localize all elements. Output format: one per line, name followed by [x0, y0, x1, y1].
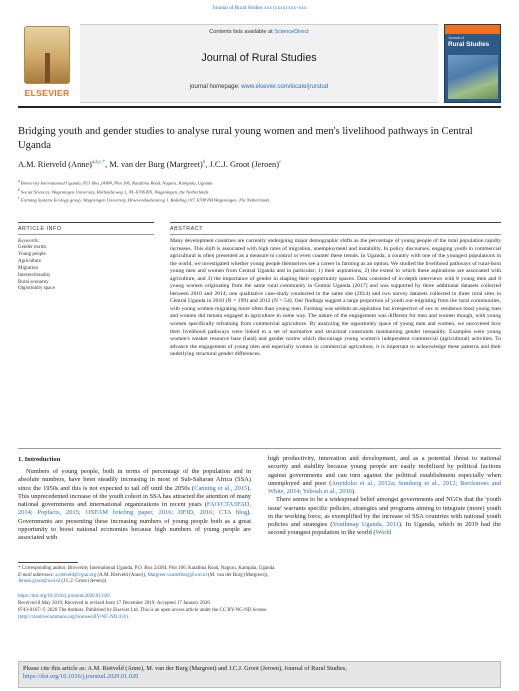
- footnote-divider: [18, 562, 78, 563]
- keyword-item: Intersectionality: [18, 272, 51, 278]
- citation-link[interactable]: World: [375, 529, 392, 537]
- elsevier-logo[interactable]: [18, 24, 76, 103]
- citation-link[interactable]: Youthmap Uganda, 2011: [332, 521, 399, 528]
- author-list: A.M. Rietveld (Anne)$^{a,b,c,*}$, M. van der Burg (Margreet)$^b$, J.C.J. Groot (Jeroen)$^c$: [18, 160, 282, 169]
- homepage-prefix: journal homepage:: [189, 84, 242, 90]
- affiliations: [18, 178, 501, 204]
- cover-image: [448, 55, 498, 99]
- keyword-item: Young people: [18, 251, 46, 257]
- author-affil-ref[interactable]: c: [279, 160, 282, 166]
- copyright-line: 0743-0167/ © 2020 The Authors. Published by Elsevier Ltd. This is an open access article under the CC BY-NC-ND license: [18, 607, 267, 613]
- abstract-text: Many development countries are currently undergoing major demographic shifts as the percentage of young people of the total population rapidly increases. This shift is associated with high rates of migration, unemployment and instability. In policy discourses, engaging youth in commercial agricultural is often presented as a measure to control or even counter these trends. In Uganda, a country with one of the youngest populations in the world, we investigated whether young people themselves see a career in farming as an option. We studied the livelihood pathways of rural-born young men and women from Central Uganda and in particular; 1) their aspirations, 2) the extent to which these aspirations are associated with agriculture, and 3) the importance of gender in shaping their opportunity spaces. Data consisted of in-depth interviews with 8 young men and 8 young women originating from the same rural community in Central Uganda (2017) and was supported by three additional datasets collected between 2010 and 2014; one qualitative case-study conducted in the same site (2014) and two survey datasets collected in three rural sites in Central Uganda in 2010 (N = 199) and 2012 (N = 54). Our findings suggest a large proportion of youth out-migrating from the rural communities, with young women migrating more often than young men. Farming was seldom an aspiration but irrespective of sex or residence most young men and women did remain engaged in agriculture in some way. The nature of the engagement was different for men and women though, with young women specifically refraining from commercial agriculture. By analyzing the opportunity space of young men and women, we uncovered how their livelihood pathways were linked to a set of normative and structural constraints maintaining gender inequality. Examples were young women's weaker resource base (land) and gender norms which discourage young women's independent commercial (agricultural) activities. To advance the engagement of young men and especially women in commercial agriculture, it is important to acknowledge these patterns and their underlying structural gender differences.: [170, 238, 501, 358]
- keyword-list: [18, 245, 148, 293]
- cover-bar: [445, 25, 500, 34]
- sciencedirect-link[interactable]: ScienceDirect: [274, 29, 309, 35]
- author-name: M. van der Burg (Margreet): [109, 160, 203, 169]
- email-link[interactable]: Jeroen.groot@wur.nl: [18, 579, 61, 585]
- citation-link[interactable]: Canning et al., 2015: [194, 484, 248, 492]
- article-info-heading: ARTICLE INFO: [18, 226, 62, 232]
- author-affil-ref[interactable]: a,b,c,*: [91, 160, 106, 166]
- keywords-label: Keywords:: [18, 239, 40, 244]
- citation-doi-link[interactable]: https://doi.org/10.1016/j.jrurstud.2020.01.020: [23, 673, 139, 681]
- citation-text: Please cite this article as: A.M. Rietveld (Anne), M. van der Burg (Margreet) and J.C.J. Groot (Jeroen), Journal of Rural Studies,: [23, 665, 347, 672]
- publisher-name: ELSEVIER: [24, 88, 70, 98]
- abstract-rule-bottom: [18, 448, 501, 449]
- journal-reference[interactable]: Journal of Rural Studies xxx (xxxx) xxx–xxx: [212, 5, 307, 11]
- email-addresses-cont: Jeroen.groot@wur.nl (J.C.J. Groot (Jeroen)).: [18, 579, 108, 585]
- author-name: A.M. Rietveld (Anne): [18, 160, 92, 169]
- footnotes: [18, 566, 501, 586]
- email-link[interactable]: a.rietveld@cgiar.org: [55, 572, 97, 578]
- keyword-item: Agriculture: [18, 258, 42, 264]
- cover-small-text: Journal of: [448, 36, 464, 40]
- intro-right-column: [268, 455, 501, 538]
- email-link[interactable]: Margreet.vanderburg@wur.nl: [147, 572, 207, 578]
- received-dates: Received 8 May 2019; Received in revised form 17 December 2019; Accepted 17 January 2020: [18, 600, 210, 606]
- affiliation: $^b$ Social Sciences, Wageningen University, Hollandseweg 1, NL-6706 KN, Wageningen, the Netherlands: [18, 187, 209, 195]
- journal-cover[interactable]: [444, 24, 501, 103]
- keyword-item: Rural economy: [18, 279, 49, 285]
- abstract-rule-top: [170, 222, 501, 223]
- keyword-item: Migration: [18, 265, 38, 271]
- publication-info: [18, 594, 501, 622]
- citation-link[interactable]: Anyidoho et al., 2012a; Sumberg et al., 2012; Berckmoes and White, 2014; Yeboah et al., 2016: [268, 479, 501, 495]
- keyword-item: Gender norms: [18, 245, 47, 250]
- abstract-rule-sub: [170, 234, 501, 235]
- affiliation: $^a$ Bioversity International Uganda, P.O. Box 24384, Plot 106, Katalima Road, Naguru, Kampala, Uganda: [18, 179, 213, 186]
- doi-link[interactable]: https://doi.org/10.1016/j.jrurstud.2020.01.020: [18, 594, 110, 599]
- journal-title: Journal of Rural Studies: [201, 52, 317, 64]
- intro-paragraph: Numbers of young people, both in terms of percentage of the population and in absolute numbers, have been steadily increasing in most of Sub-Saharan Africa (SSA) since the 1950s and this is not expected to tail off until the 2050s (Canning et al., 2015). This unprecedented increase of the youth cohort in SSA has attracted the attention of many national governments and international organizations in recent years (FAO/CTA/IFAD, 2014; Popfacts, 2015; OXFAM briefing paper, 2016; DFID, 2016; CTA blog). Governments are presenting these increasing numbers of young people both as a great opportunity to boost national economies because high numbers of young people are associated with: [18, 468, 251, 541]
- introduction-heading: 1. Introduction: [18, 456, 61, 463]
- contents-line: [80, 29, 438, 35]
- affiliation: $^c$ Farming Systems Ecology group, Wageningen University, Droevendaalsesteeg 1, Building 107, 6708 PB Wageningen, The Netherlands: [18, 196, 270, 203]
- author-affil-ref[interactable]: b: [202, 160, 206, 166]
- info-rule-sub: [18, 234, 154, 235]
- cover-title: Rural Studies: [448, 41, 490, 48]
- masthead-banner: [80, 24, 438, 103]
- homepage-line: [80, 84, 438, 90]
- info-rule-top: [18, 222, 154, 223]
- license-link[interactable]: (http://creativecommons.org/licenses/BY-NC-ND/4.0/).: [18, 614, 130, 620]
- intro-left-column: [18, 468, 251, 542]
- paper-title: Bridging youth and gender studies to analyse rural young women and men's livelihood pathways in Central Uganda: [18, 126, 473, 151]
- author-name: J.C.J. Groot (Jeroen): [209, 160, 280, 169]
- citation-box: [18, 661, 501, 688]
- citation-link[interactable]: FAO/CTA/IFAD, 2014; Popfacts, 2015; OXFAM briefing paper, 2016; DFID, 2016; CTA blog: [18, 501, 251, 517]
- intro-paragraph: high productivity, innovation and development, and as a potential threat to national security and stability because young people are easily mobilized by political factions against governments and can turn against the political establishment especially when unemployed and poor (Anyidoho et al., 2012a; Sumberg et al., 2012; Berckmoes and White, 2014; Yeboah et al., 2016).: [268, 455, 501, 495]
- email-addresses: E-mail addresses: a.rietveld@cgiar.org (A.M. Rietveld (Anne)), Margreet.vanderburg@wur.nl (M. van der Burg (Margreet)),: [18, 572, 269, 578]
- abstract-heading: ABSTRACT: [170, 226, 204, 232]
- contents-prefix: Contents lists available at: [209, 29, 275, 35]
- intro-paragraph: There seems to be a widespread belief amongst governments and NGOs that the 'youth issue' warrants specific policies, strategies and programs aiming to integrate (more) youth in the working force, as exemplified by the increase of SSA countries with national youth policies and strategies (Youthmap Uganda, 2011). In Uganda, which in 2019 had the second youngest population in the world (World: [268, 496, 501, 537]
- homepage-link[interactable]: www.elsevier.com/locate/jrurstud: [241, 84, 329, 90]
- masthead-divider: [18, 106, 501, 108]
- tree-logo-icon: [24, 26, 70, 84]
- masthead: [18, 24, 501, 103]
- corresponding-author-note: * Corresponding author. Bioversity International Uganda, P.O. Box 24384, Plot 106, Katalima Road, Naguru, Kampala, Uganda.: [18, 566, 276, 571]
- keyword-item: Opportunity space: [18, 286, 55, 292]
